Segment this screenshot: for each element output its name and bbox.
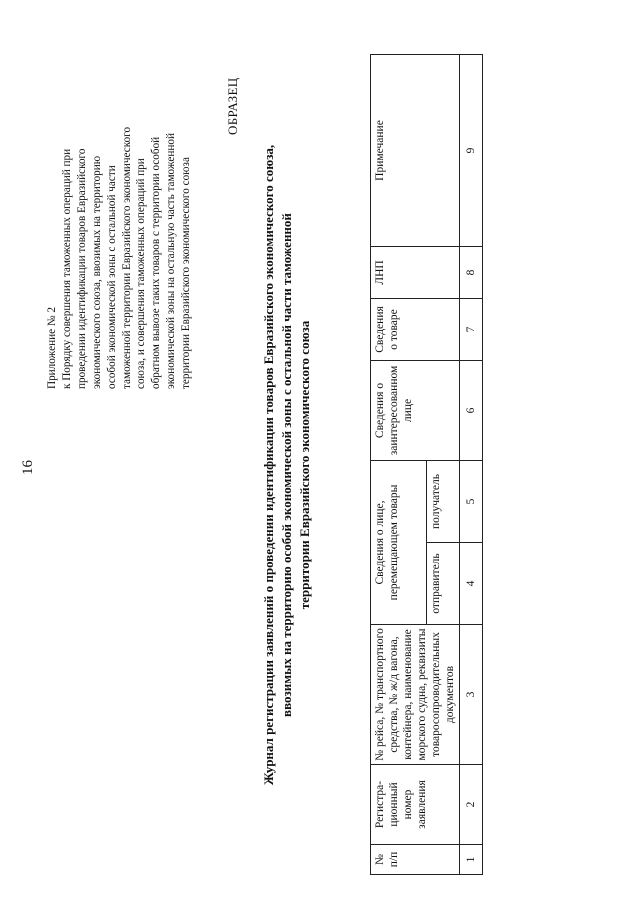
page-number: 16 (20, 460, 36, 475)
appendix-title: Приложение № 2 (46, 307, 58, 389)
column-number: 6 (460, 361, 483, 461)
appendix-line: обратном вывозе таких товаров с территории особой (150, 136, 163, 389)
appendix-line: экономического союза, ввозимых на территорию (90, 155, 103, 389)
appendix-line: к Порядку совершения таможенных операций при (60, 148, 73, 389)
column-number: 1 (460, 845, 483, 875)
header-row (371, 55, 427, 875)
column-number-row (460, 55, 483, 875)
journal-table (370, 54, 483, 875)
column-number: 8 (460, 247, 483, 299)
appendix-line: проведении идентификации товаров Евразийского (75, 148, 88, 389)
column-number: 4 (460, 543, 483, 625)
appendix-line: территории Евразийского экономического союза (180, 157, 193, 389)
appendix-line: особой экономической зоны с остальной части (105, 165, 118, 389)
sample-label: ОБРАЗЕЦ (225, 77, 240, 135)
header-sender: отправитель (427, 543, 460, 625)
header-note: Примечание (371, 55, 460, 247)
header-transport: № рейса, № транспортного средства, № ж/д вагона, контейнера, наименование морского судна, реквизиты товаросопроводительных документов (371, 625, 460, 765)
journal-title (260, 85, 314, 845)
journal-title-line: Журнал регистрации заявлений о проведении идентификации товаров Евразийского экономического союза, (261, 144, 276, 786)
column-number: 9 (460, 55, 483, 247)
header-person-group: Сведения о лице, перемещающем товары (371, 461, 427, 625)
header-lnp: ЛНП (371, 247, 460, 299)
appendix-line: таможенной территории Евразийского экономического (120, 126, 133, 389)
appendix-line: экономической зоны на остальную часть таможенной (165, 133, 178, 389)
column-number: 2 (460, 765, 483, 845)
journal-title-line: территории Евразийского экономического союза (297, 320, 312, 610)
header-reg-number: Регистра-ционный номер заявления (371, 765, 460, 845)
column-number: 3 (460, 625, 483, 765)
header-recipient: получатель (427, 461, 460, 543)
appendix-block (45, 53, 194, 389)
column-number: 5 (460, 461, 483, 543)
appendix-line: союза, и совершения таможенных операций при (135, 158, 148, 389)
column-number: 7 (460, 299, 483, 361)
header-goods-info: Сведения о товаре (371, 299, 460, 361)
header-interested-person: Сведения о заинтересованном лице (371, 361, 460, 461)
journal-title-line: ввозимых на территорию особой экономической зоны с остальной части таможенной (279, 213, 294, 717)
header-num: № п/п (371, 845, 460, 875)
